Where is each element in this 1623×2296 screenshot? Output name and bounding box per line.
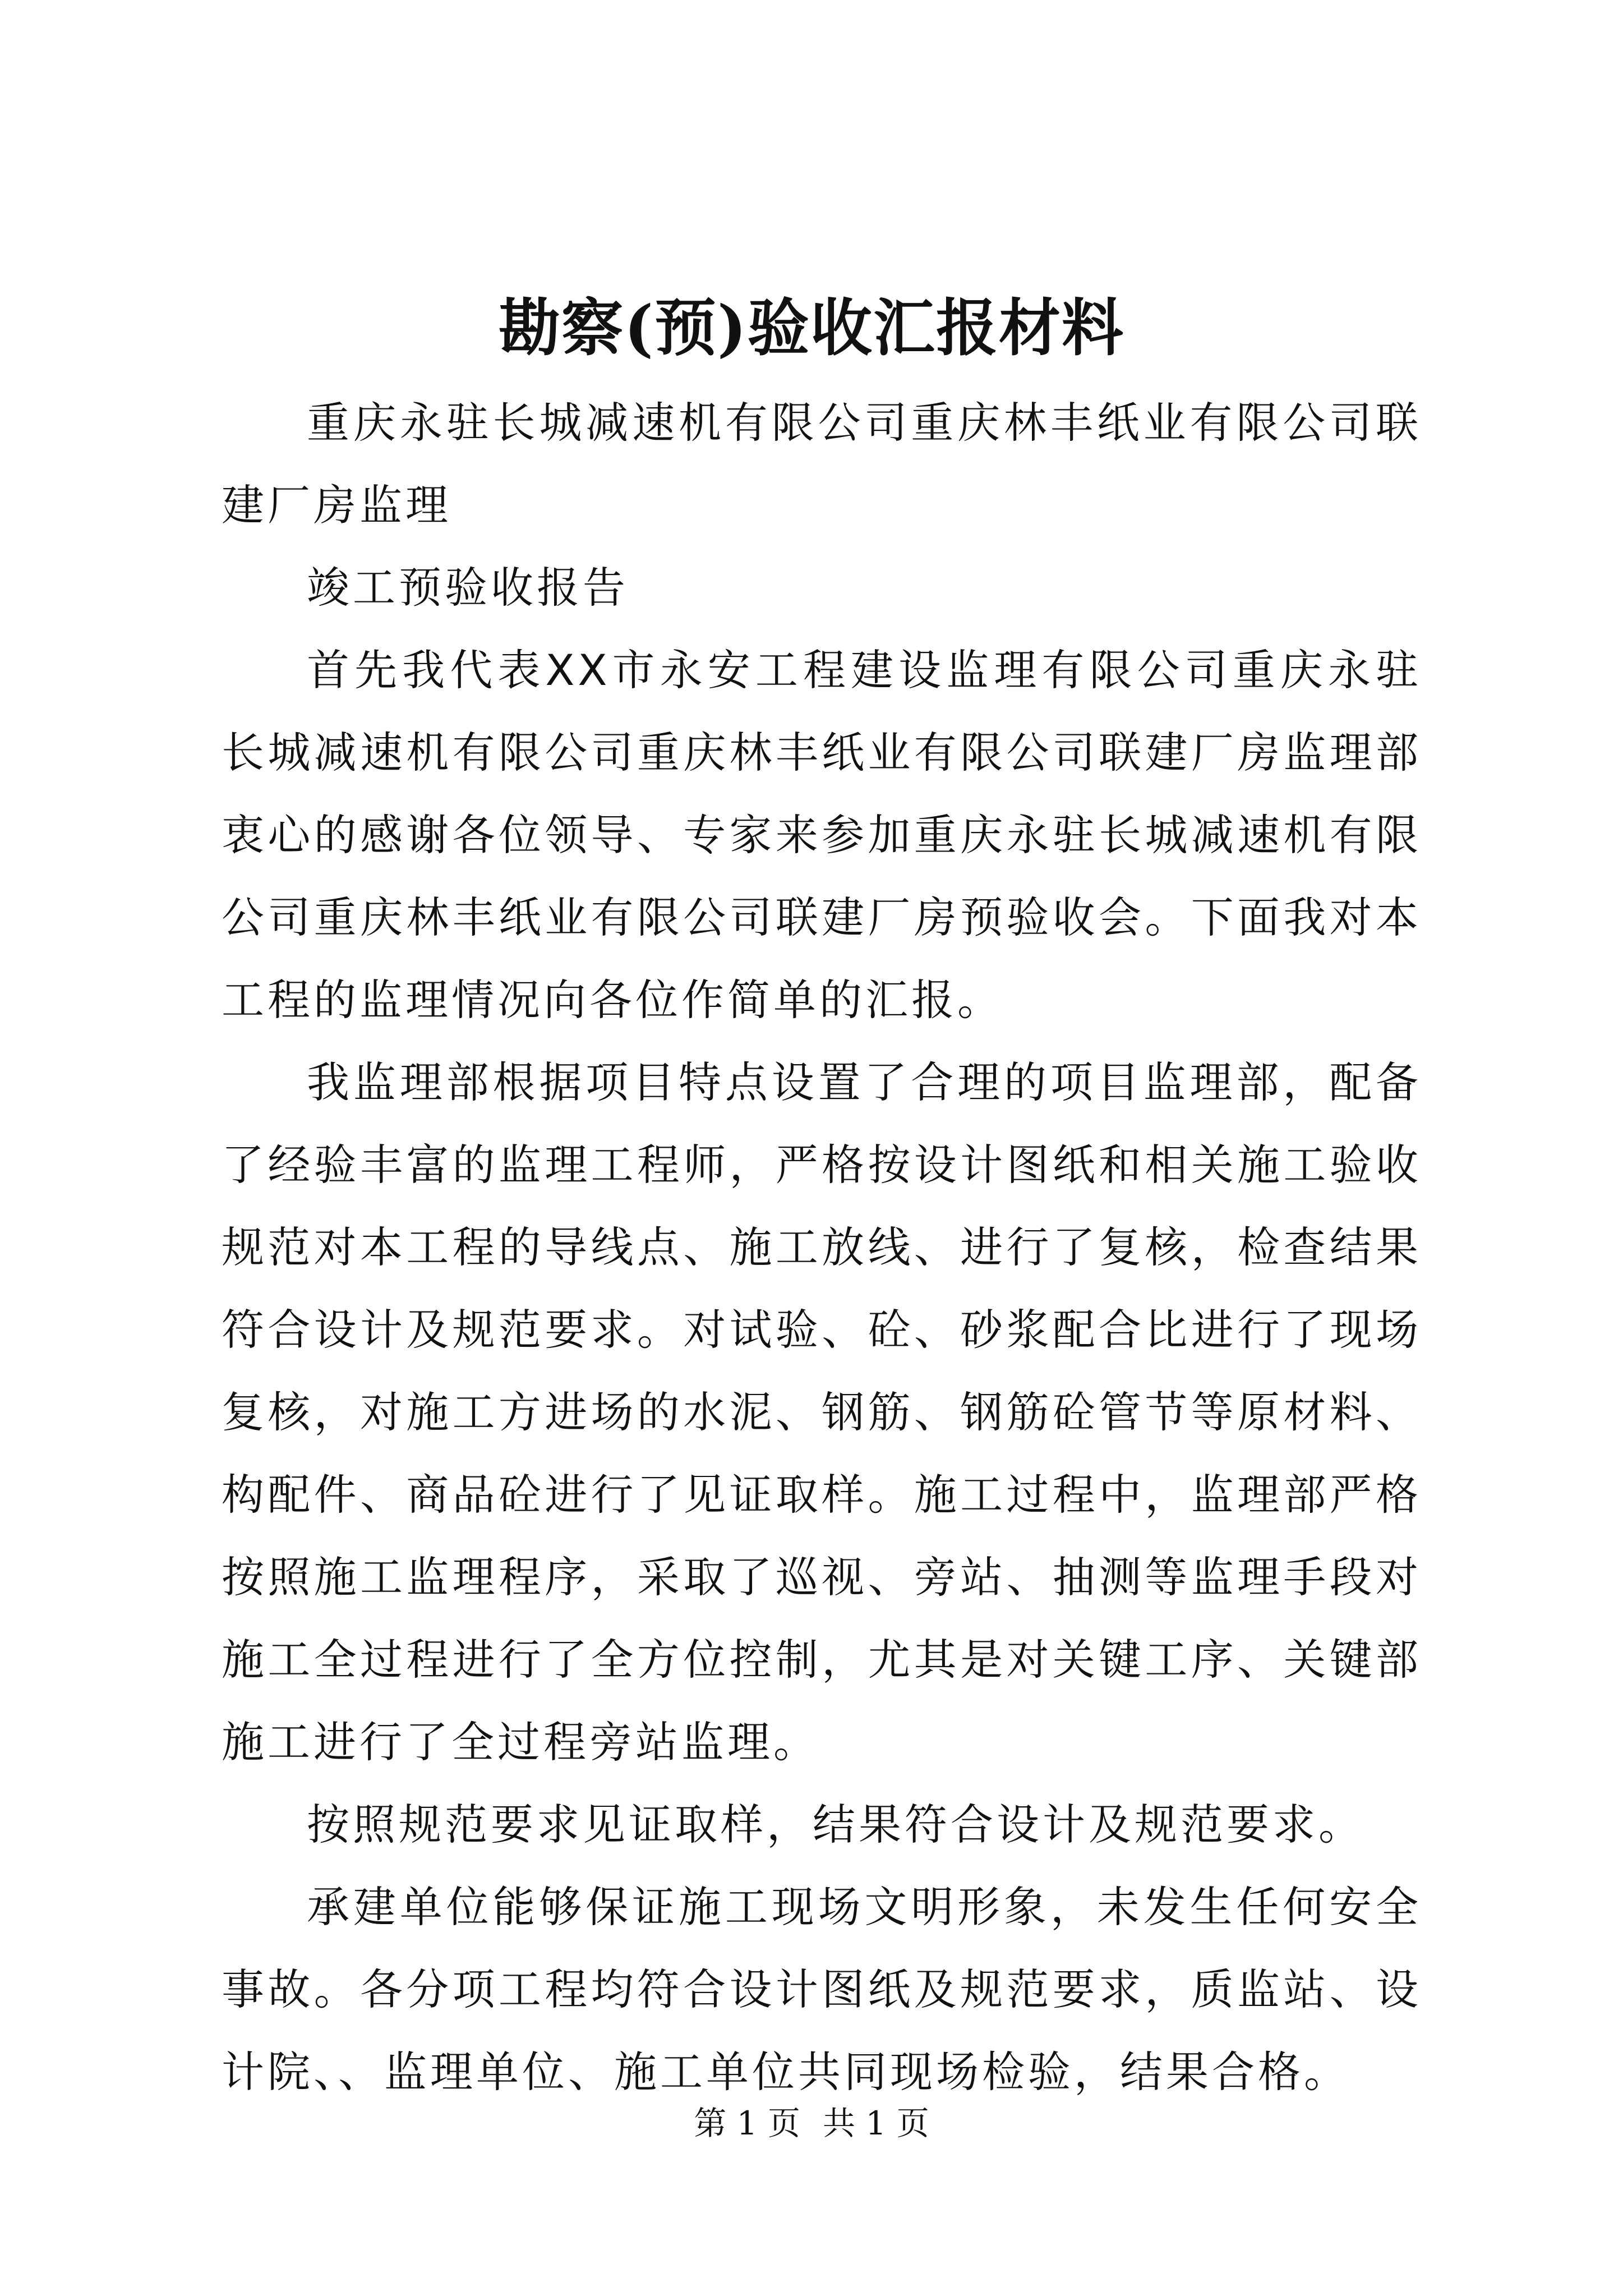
paragraph-conclusion: 承建单位能够保证施工现场文明形象，未发生任何安全事故。各分项工程均符合设计图纸及规范要求，质监站、设计院、、监理单位、施工单位共同现场检验，结果合格。 <box>222 1882 1422 2097</box>
paragraph-supervision-work: 我监理部根据项目特点设置了合理的项目监理部，配备了经验丰富的监理工程师，严格按设计图纸和相关施工验收规范对本工程的导线点、施工放线、进行了复核，检查结果符合设计及规范要求。对试验、砼、砂浆配合比进行了现场复核，对施工方进场的水泥、钢筋、钢筋砼管节等原材料、构配件、商品砼进行了见证取样。施工过程中，监理部严格按照施工监理程序，采取了巡视、旁站、抽测等监理手段对施工全过程进行了全方位控制，尤其是对关键工序、关键部施工进行了全过程旁站监理。 <box>222 1057 1422 1767</box>
paragraph-introduction: 首先我代表XX市永安工程建设监理有限公司重庆永驻长城减速机有限公司重庆林丰纸业有限公司联建厂房监理部衷心的感谢各位领导、专家来参加重庆永驻长城减速机有限公司重庆林丰纸业有限公司联建厂房预验收会。下面我对本工程的监理情况向各位作简单的汇报。 <box>222 645 1422 1025</box>
document-body <box>222 381 1422 2113</box>
paragraph-sampling: 按照规范要求见证取样，结果符合设计及规范要求。 <box>307 1800 1364 1849</box>
page-number: 第 1 页 <box>694 2104 800 2142</box>
paragraph-report-title: 竣工预验收报告 <box>307 563 629 613</box>
document-title: 勘察(预)验收汇报材料 <box>498 292 1125 364</box>
paragraph-project-name: 重庆永驻长城减速机有限公司重庆林丰纸业有限公司联建厂房监理 <box>222 398 1422 530</box>
page-footer <box>0 2098 1623 2148</box>
page-total: 共 1 页 <box>823 2104 929 2142</box>
